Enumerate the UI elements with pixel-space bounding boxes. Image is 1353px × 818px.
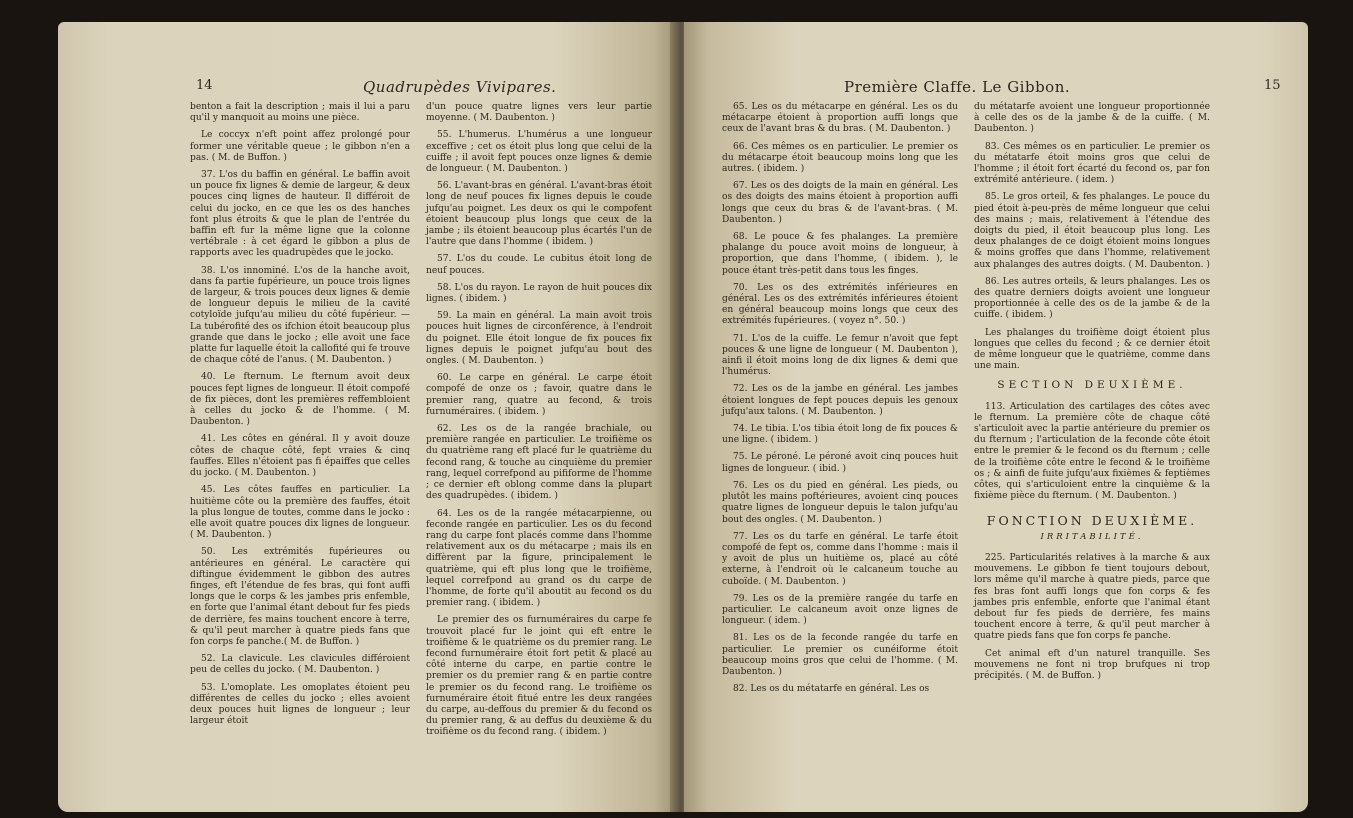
running-head: Première Claffe. Le Gibbon. [844,78,1071,96]
paragraph: 50. Les extrémités fupérieures ou antérieures en général. Le caractère qui diftingue évidemment le gibbon des autres finges, eft l'étendue de fes bras, qui font auffi longs que le corps & les jambes pris enfemble, en forte que l'animal étant debout fur fes pieds de derrière, fes mains touchent encore à terre, & qu'il peut marcher à quatre pieds fans que fon corps fe panche.( M. de Buffon. ) [190,547,410,647]
paragraph: Le coccyx n'eft point affez prolongé pour former une véritable queue ; le gibbon n'en a pas. ( M. de Buffon. ) [190,130,410,163]
paragraph: Les phalanges du troifième doigt étoient plus longues que celles du fecond ; & ce dernier étoit de même longueur que le quatrième, comme dans une main. [974,327,1210,372]
paragraph: 113. Articulation des cartilages des côtes avec le fternum. La première côte de chaque côté s'articuloit avec la partie antérieure du premier os du fternum ; l'articulation de la feconde côte étoit entre le premier & le fecond os du fternum ; celle de la troifième côte entre le fecond & le troifième os ; & ainfi de fuite jufqu'aux fixièmes & feptièmes côtes, qui s'articuloient entre la cinquième & la fixième pièce du fternum. ( M. Daubenton. ) [974,401,1210,502]
function-subheading: IRRITABILITÉ. [1040,531,1144,542]
paragraph: 86. Les autres orteils, & leurs phalanges. Les os des quatre derniers doigts avoient une longueur proportionnée à celle des os de la jambe & de la cuiffe. ( ibidem. ) [974,276,1210,321]
paragraph: 85. Le gros orteil, & fes phalanges. Le pouce du pied étoit à-peu-près de même longueur que celui des mains ; mais, relativement à l'étendue des doigts du pied, il étoit beaucoup plus long. Les deux phalanges de ce doigt étoient moins longues & moins groffes que dans l'homme, relativement aux phalanges des autres doigts. ( M. Daubenton. ) [974,192,1210,270]
paragraph: 72. Les os de la jambe en général. Les jambes étoient longues de fept pouces depuis les genoux jufqu'aux talons. ( M. Daubenton. ) [722,384,958,417]
function-heading: FONCTION DEUXIÈME. [986,512,1198,528]
paragraph: 225. Particularités relatives à la marche & aux mouvemens. Le gibbon fe tient toujours debout, lors même qu'il marche à quatre pieds, parce que fes bras font auffi longs que fon corps & fes jambes pris enfemble, enforte que l'animal étant debout fur fes pieds de derrière, fes mains touchent encore à terre, & qu'il peut marcher à quatre pieds fans que fon corps fe panche. [974,552,1210,642]
paragraph: 40. Le fternum. Le fternum avoit deux pouces fept lignes de longueur. Il étoit compofé de fix pièces, dont les premières reffembloient à celles du jocko & de l'homme. ( M. Daubenton. ) [190,372,410,428]
paragraph: 75. Le péroné. Le péroné avoit cinq pouces huit lignes de longueur. ( ibid. ) [722,452,958,474]
paragraph: 41. Les côtes en général. Il y avoit douze côtes de chaque côté, fept vraies & cinq fauffes. Elles n'étoient pas fi épaiffes que celles du jocko. ( M. Daubenton. ) [190,434,410,479]
paragraph: 81. Les os de la feconde rangée du tarfe en particulier. Le premier os cunéiforme étoit beaucoup moins gros que celui de l'homme. ( M. Daubenton. ) [722,633,958,677]
paragraph: benton a fait la description ; mais il lui a paru qu'il y manquoit au moins une pièce. [190,102,410,124]
paragraph: 76. Les os du pied en général. Les pieds, ou plutôt les mains poftérieures, avoient cinq pouces quatre lignes de longueur depuis le talon jufqu'au bout des ongles. ( M. Daubenton. ) [722,480,958,525]
paragraph: 56. L'avant-bras en général. L'avant-bras étoit long de neuf pouces fix lignes depuis le coude jufqu'au poignet. Les deux os qui le compofent étoient beaucoup plus longs que ceux de la jambe ; ils étoient beaucoup plus écartés l'un de l'autre que dans l'homme ( ibidem. ) [426,181,652,248]
paragraph: 64. Les os de la rangée métacarpienne, ou feconde rangée en particulier. Les os du fecond rang du carpe font placés comme dans l'homme relativement aux os du métacarpe ; mais ils en diffèrent par la figure, principalement le quatrième, qui eft plus long que le troifième, lequel correfpond au grand os du carpe de l'homme, de forte qu'il aboutit au fecond os du premier rang. ( ibidem. ) [426,508,652,609]
paragraph: 55. L'humerus. L'humérus a une longueur exceffive ; cet os étoit plus long que celui de la cuiffe ; il avoit fept pouces onze lignes & demie de longueur. ( M. Daubenton. ) [426,130,652,175]
paragraph: 70. Les os des extrémités inférieures en général. Les os des extrémités inférieures étoient en général beaucoup moins longs que ceux des extrémités fupérieures. ( voyez n°. 50. ) [722,282,958,327]
right-column-1 [722,102,958,701]
left-column-2 [426,102,652,745]
paragraph: 65. Les os du métacarpe en général. Les os du métacarpe étoient à proportion auffi longs que ceux de l'avant bras & du bras. ( M. Daubenton. ) [722,102,958,135]
left-page [58,22,678,812]
paragraph: Cet animal eft d'un naturel tranquille. Ses mouvemens ne font ni trop brufques ni trop précipités. ( M. de Buffon. ) [974,648,1210,681]
paragraph: 66. Ces mêmes os en particulier. Le premier os du métacarpe étoit beaucoup moins long que les autres. ( ibidem. ) [722,141,958,175]
paragraph: 83. Ces mêmes os en particulier. Le premier os du métatarfe étoit moins gros que celui de l'homme ; il étoit fort écarté du fecond os, par fon extrémité antérieure. ( idem. ) [974,141,1210,186]
open-book [58,22,1308,812]
paragraph: 59. La main en général. La main avoit trois pouces huit lignes de circonférence, à l'endroit du poignet. Elle étoit longue de fix pouces fix lignes depuis le poignet jufqu'au bout des ongles. ( M. Daubenton. ) [426,311,652,367]
paragraph: 52. La clavicule. Les clavicules différoient peu de celles du jocko. ( M. Daubenton. ) [190,654,410,676]
paragraph: 38. L'os innominé. L'os de la hanche avoit, dans fa partie fupérieure, un pouce trois lignes de largeur, & trois pouces deux lignes & demie de longueur depuis le milieu de la cavité cotyloïde jufqu'au milieu du côté fupérieur. — La tubérofité des os ifchion étoit beaucoup plus grande que dans le jocko ; elle avoit une face platte fur laquelle étoit la callofité qui fe trouve de chaque côté de l'anus. ( M. Daubenton. ) [190,265,410,366]
paragraph: 53. L'omoplate. Les omoplates étoient peu différentes de celles du jocko ; elles avoient deux pouces huit lignes de longueur ; leur largeur étoit [190,682,410,727]
paragraph: d'un pouce quatre lignes vers leur partie moyenne. ( M. Daubenton. ) [426,102,652,124]
paragraph: Le premier des os furnuméraires du carpe fe trouvoit placé fur le joint qui eft entre le troifième & le quatrième os du premier rang. Le fecond furnuméraire étoit fort petit & placé au côté interne du carpe, en partie contre le premier os du premier rang & en partie contre le premier os du fecond rang. Le troifième os furnuméraire étoit fitué entre les deux rangées du carpe, au-deffous du premier & du fecond os du premier rang, & au deffus du deuxième & du troifième os du fecond rang. ( ibidem. ) [426,615,652,738]
paragraph: 82. Les os du métatarfe en général. Les os [733,684,930,695]
page-number: 15 [1264,78,1281,93]
page-number: 14 [196,78,213,93]
paragraph: 57. L'os du coude. Le cubitus étoit long de neuf pouces. [426,254,652,276]
paragraph: 60. Le carpe en général. Le carpe étoit compofé de onze os ; favoir, quatre dans le premier rang, quatre au fecond, & trois furnuméraires. ( ibidem. ) [426,373,652,417]
paragraph: 58. L'os du rayon. Le rayon de huit pouces dix lignes. ( ibidem. ) [426,282,652,305]
paragraph: 67. Les os des doigts de la main en général. Les os des doigts des mains étoient à proportion auffi longs que ceux du bras & de l'avant-bras. ( M. Daubenton. ) [722,181,958,225]
section-heading: SECTION DEUXIÈME. [997,379,1187,392]
paragraph: 79. Les os de la première rangée du tarfe en particulier. Le calcaneum avoit onze lignes de longueur. ( idem. ) [722,593,958,627]
paragraph: 62. Les os de la rangée brachiale, ou première rangée en particulier. Le troifième os du quatrième rang eft placé fur le quatrième du fecond rang, & touche au cinquième du premier rang, lequel correfpond au pififorme de l'homme ; ce dernier eft oblong comme dans la plupart des quadrupèdes. ( ibidem. ) [426,424,652,502]
paragraph: 45. Les côtes fauffes en particulier. La huitième côte ou la première des fauffes, étoit la plus longue de toutes, comme dans le jocko : elle avoit quatre pouces dix lignes de longueur. ( M. Daubenton. ) [190,485,410,541]
paragraph: 68. Le pouce & fes phalanges. La première phalange du pouce avoit moins de longueur, à proportion, que dans l'homme, ( ibidem. ), le pouce étant très-petit dans tous les finges. [722,232,958,276]
paragraph: 71. L'os de la cuiffe. Le femur n'avoit que fept pouces & une ligne de longueur ( M. Daubenton ), ainfi il étoit moins long de dix lignes & demi que l'humérus. [722,333,958,378]
paragraph: 74. Le tibia. L'os tibia étoit long de fix pouces & une ligne. ( ibidem. ) [722,424,958,446]
paragraph: 77. Les os du tarfe en général. Le tarfe étoit compofé de fept os, comme dans l'homme : mais il y avoit de plus un huitième os, placé au côté externe, à l'endroit où le calcaneum touche au cuboïde. ( M. Daubenton. ) [722,531,958,587]
left-column-1 [190,102,410,733]
paragraph: 37. L'os du baffin en général. Le baffin avoit un pouce fix lignes & demie de largeur, & deux pouces cinq lignes de hauteur. Il différoit de celui du jocko, en ce que les os des hanches font plus étroits & que le plan de l'entrée du baffin eft fur la même ligne que la colonne vertébrale : à cet égard le gibbon a plus de rapports avec les quadrupèdes que le jocko. [190,170,410,259]
right-column-2 [974,102,1210,688]
paragraph: du métatarfe avoient une longueur proportionnée à celle des os de la jambe & de la cuiffe. ( M. Daubenton. ) [974,102,1210,135]
running-head: Quadrupèdes Vivipares. [363,78,557,96]
right-page [684,22,1308,812]
